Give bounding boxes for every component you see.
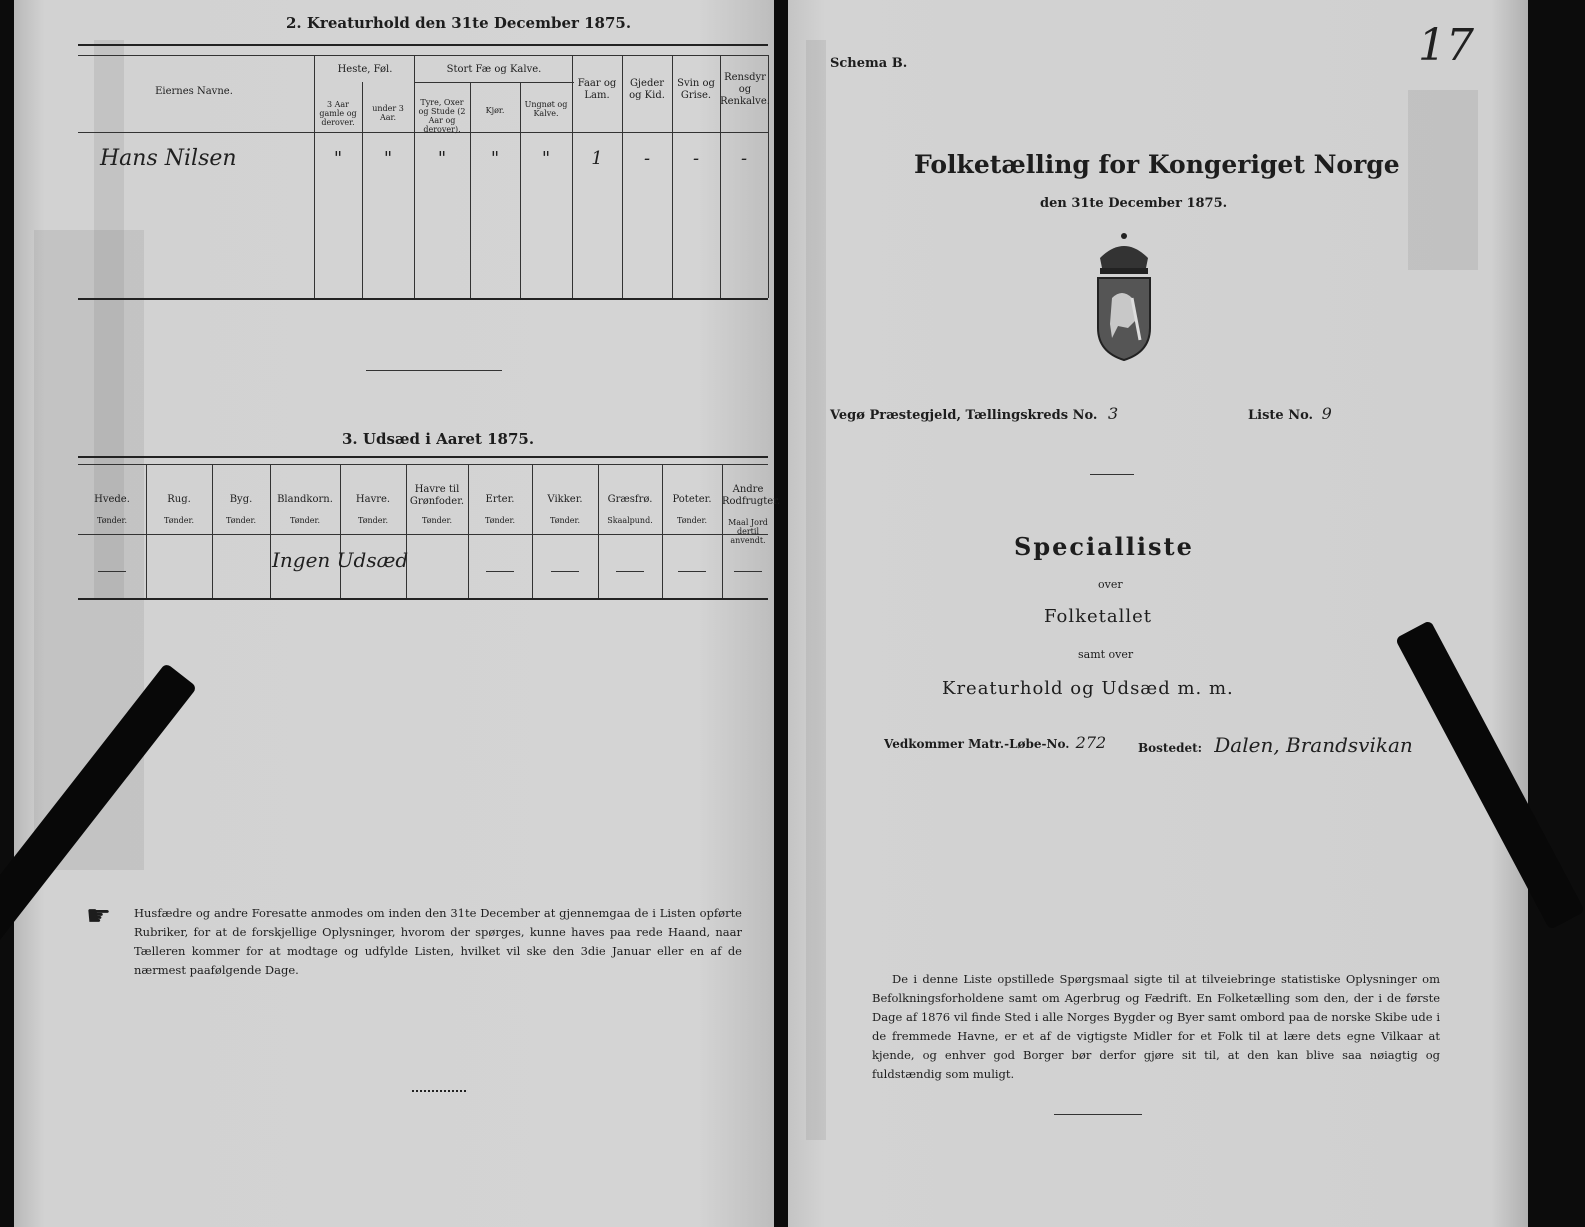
liste-label: Liste No. <box>1248 408 1314 423</box>
schema-label: Schema B. <box>830 56 908 71</box>
parish-label: Vegø Præstegjeld, Tællingskreds No. <box>830 408 1098 423</box>
crop-dash <box>734 571 762 572</box>
section-2-title: 2. Kreaturhold den 31te December 1875. <box>286 14 632 32</box>
kreaturhold-heading: Kreaturhold og Udsæd m. m. <box>942 678 1234 699</box>
crop-dash <box>98 571 126 572</box>
crop-header: Blandkorn. <box>277 494 333 505</box>
livestock-value: - <box>692 148 700 169</box>
pointing-hand-icon: ☛ <box>86 899 112 932</box>
bosted-line <box>1138 733 1413 757</box>
liste-line <box>1248 404 1332 423</box>
crop-header: Byg. <box>229 494 253 505</box>
crop-unit: Tønder. <box>289 516 321 525</box>
crop-dash <box>551 571 579 572</box>
svin-header: Svin og Grise. <box>677 78 715 101</box>
document-date: den 31te December 1875. <box>1040 196 1228 211</box>
crop-dash <box>678 571 706 572</box>
bosted-label: Bostedet: <box>1138 741 1203 755</box>
matr-line <box>884 733 1106 752</box>
crop-unit: Maal Jord dertil anvendt. <box>728 518 768 545</box>
livestock-value: " <box>437 148 447 169</box>
stortfae-header: Stort Fæ og Kalve. <box>446 64 542 75</box>
liste-number: 9 <box>1321 404 1332 423</box>
livestock-value: " <box>541 148 551 169</box>
over-text-1: over <box>1098 578 1123 591</box>
crop-unit: Tønder. <box>421 516 453 525</box>
crop-header: Rug. <box>167 494 191 505</box>
crop-header: Erter. <box>485 494 515 505</box>
page-number: 17 <box>1418 20 1474 71</box>
kjor-header: Kjør. <box>485 106 505 115</box>
livestock-value: - <box>643 148 651 169</box>
norway-coat-of-arms-icon <box>1088 228 1160 362</box>
livestock-value: - <box>740 148 748 169</box>
gjeder-header: Gjeder og Kid. <box>629 78 665 101</box>
footer-text: De i denne Liste opstillede Spørgsmaal sigte til at tilveiebringe statistiske Oplysninger om Befolkningsforholdene samt om Agerbrug og Fædrift. En Folketælling som den, der i de første Dage af 1876 vil finde Sted i alle Norges Bygder og Byer samt ombord paa de norske Skibe ude i de fremmede Havne, er et af de vigtigste Midler for et Folk til at lære dets egne Vilkaar at kjende, og enhver god Borger bør derfor gjøre sit til, at den kan blive saa nøiagtig og fuldstændig som muligt. <box>872 972 1440 1081</box>
right-page <box>788 0 1528 1227</box>
heste-header: Heste, Føl. <box>337 64 393 75</box>
livestock-value: " <box>333 148 343 169</box>
livestock-value: 1 <box>591 148 603 169</box>
crop-header: Hvede. <box>94 494 130 505</box>
crop-unit: Tønder. <box>357 516 389 525</box>
heste-3aar-header: 3 Aar gamle og derover. <box>319 100 357 127</box>
section-3-title: 3. Udsæd i Aaret 1875. <box>342 430 535 448</box>
krets-number: 3 <box>1107 404 1119 423</box>
matr-number: 272 <box>1075 733 1107 752</box>
ungnot-header: Ungnøt og Kalve. <box>524 100 568 118</box>
crop-header: Havre. <box>355 494 391 505</box>
crop-unit: Skaalpund. <box>607 516 653 525</box>
crop-unit: Tønder. <box>225 516 257 525</box>
folketallet-heading: Folketallet <box>1044 606 1153 627</box>
crop-header: Havre til Grønfoder. <box>409 484 465 507</box>
crop-unit: Tønder. <box>96 516 128 525</box>
crop-header: Græsfrø. <box>607 494 653 505</box>
crop-unit: Tønder. <box>484 516 516 525</box>
samt-over-text: samt over <box>1078 648 1134 661</box>
tyre-header: Tyre, Oxer og Stude (2 Aar og derover). <box>418 98 466 134</box>
crop-dash <box>616 571 644 572</box>
livestock-value: " <box>383 148 393 169</box>
document-title: Folketælling for Kongeriget Norge <box>914 150 1400 179</box>
matr-label: Vedkommer Matr.-Løbe-No. <box>884 737 1070 751</box>
crop-unit: Tønder. <box>163 516 195 525</box>
heste-under3-header: under 3 Aar. <box>372 104 404 122</box>
parish-line <box>830 404 1118 423</box>
left-page <box>14 0 781 1227</box>
crop-header: Vikker. <box>547 494 583 505</box>
crop-header: Andre Rodfrugter. <box>722 484 781 507</box>
livestock-value: " <box>490 148 500 169</box>
owner-name-handwritten: Hans Nilsen <box>100 146 237 171</box>
crop-dash <box>486 571 514 572</box>
faar-header: Faar og Lam. <box>577 78 617 101</box>
crop-header: Poteter. <box>672 494 712 505</box>
owner-column-header: Eiernes Navne. <box>155 86 233 97</box>
crop-unit: Tønder. <box>549 516 581 525</box>
bosted-value: Dalen, Brandsvikan <box>1214 733 1413 757</box>
crop-unit: Tønder. <box>676 516 708 525</box>
notice-text: Husfædre og andre Foresatte anmodes om inden den 31te December at gjennemgaa de i Listen opførte Rubriker, for at de forskjellige Oplysninger, hvorom der spørges, kunne haves paa rede Haand, naar Tælleren kommer for at modtage og udfylde Listen, hvilket vil ske den 3die Januar eller en af de nærmest paafølgende Dage. <box>134 906 742 977</box>
rensdyr-header: Rensdyr og Renkalve. <box>720 72 770 107</box>
udsaed-handwritten: Ingen Udsæd <box>272 548 409 572</box>
specialliste-heading: Specialliste <box>1014 532 1194 561</box>
